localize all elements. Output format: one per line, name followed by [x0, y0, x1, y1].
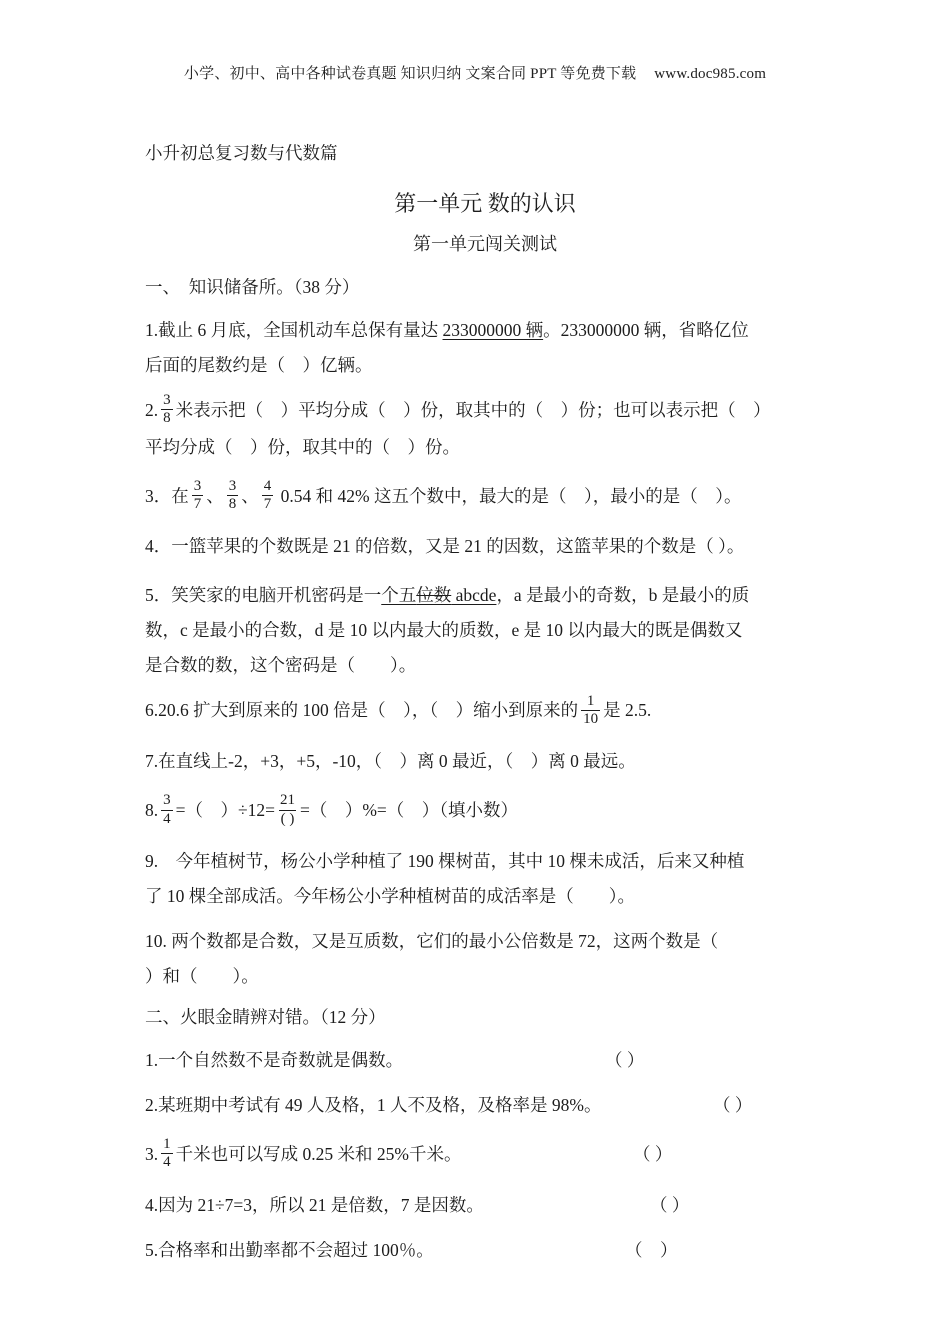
- header-url: www.doc985.com: [654, 66, 767, 82]
- q5-u-post: abcde: [451, 585, 497, 606]
- s1-question-5: [145, 578, 825, 683]
- q3-post: 0.54 和 42% 这五个数中，最大的是（ ），最小的是（ ）。: [276, 485, 742, 506]
- s1-question-2: [145, 393, 825, 465]
- test-title: 第一单元闯关测试: [413, 234, 557, 254]
- q10-line1: 10. 两个数都是合数，又是互质数，它们的最小公倍数是 72，这两个数是（: [145, 930, 719, 951]
- q1-line2: 后面的尾数约是（ ）亿辆。: [145, 355, 373, 375]
- site-header: [0, 62, 950, 83]
- q5-underlined: [381, 585, 496, 605]
- q9-line1: 9. 今年植树节，杨公小学种植了 190 棵树苗，其中 10 棵未成活，后来又种植: [145, 850, 745, 871]
- header-text: 小学、初中、高中各种试卷真题 知识归纳 文案合同 PPT 等免费下载: [183, 66, 637, 82]
- q8-mid2: =（ ）%=（ ）（填小数）: [299, 800, 519, 821]
- s1-question-1: [145, 313, 825, 383]
- s1-question-10: [145, 924, 825, 994]
- q9-line2: 了 10 棵全部成活。今年杨公小学种植树苗的成活率是（ ）。: [145, 885, 635, 906]
- s2q5-text: 5.合格率和出勤率都不会超过 100％。: [145, 1239, 434, 1260]
- fraction-3-8: $\frac{3}{8}$: [228, 477, 237, 513]
- q5-post: ，a 是最小的奇数，b 是最小的质: [496, 585, 750, 606]
- q8-mid1: =（ ）÷12=: [175, 800, 275, 821]
- s2q5-answer-blank: （ ）: [625, 1239, 678, 1260]
- s2q4-answer-blank: （ ）: [650, 1194, 690, 1215]
- s2q3-number: 3.: [145, 1143, 159, 1164]
- q5-pre: 5．笑笑家的电脑开机密码是一: [145, 585, 382, 606]
- q2-line2: 平均分成（ ）份，取其中的（ ）份。: [145, 436, 460, 457]
- q1-post: 。233000000 辆，省略亿位: [543, 320, 749, 340]
- q5-line2: 数，c 是最小的合数，d 是 10 以内最大的质数，e 是 10 以内最大的既是偶数又: [145, 620, 743, 641]
- s2-question-2: [145, 1088, 825, 1123]
- q5-struck-text: 位数: [416, 585, 452, 606]
- fraction-4-7: $\frac{4}{7}$: [263, 477, 272, 513]
- q10-line2: ）和（ ）。: [145, 965, 259, 986]
- q3-pre: 3．在: [145, 485, 189, 506]
- q2-number: 2.: [145, 400, 159, 420]
- s2-question-4: [145, 1188, 825, 1223]
- s1-question-3: [145, 479, 825, 516]
- s2-question-1: [145, 1043, 825, 1078]
- q2-text: 米表示把（ ）平均分成（ ）份，取其中的（ ）份；也可以表示把（ ）: [175, 400, 771, 420]
- s1-question-8: [145, 793, 825, 830]
- fraction-1-10: $\frac{1}{10}$: [583, 692, 599, 727]
- document-content: [145, 140, 825, 1278]
- s2q3-answer-blank: （ ）: [633, 1143, 673, 1164]
- s1-question-4: 4．一篮苹果的个数既是 21 的倍数，又是 21 的因数，这篮苹果的个数是（ ）。: [145, 536, 745, 557]
- section2-heading: 二、火眼金睛辨对错。（12 分）: [145, 1006, 386, 1027]
- q3-separator: 、: [206, 485, 224, 506]
- s2q4-text: 4.因为 21÷7=3，所以 21 是倍数，7 是因数。: [145, 1194, 484, 1215]
- q5-u-pre: 个五: [381, 585, 417, 606]
- s2q2-answer-blank: （ ）: [713, 1094, 753, 1115]
- q8-number: 8.: [145, 800, 159, 821]
- s2-question-5: [145, 1233, 825, 1268]
- fraction-1-4: $\frac{1}{4}$: [163, 1136, 171, 1171]
- fraction-21-blank: $\frac{21}{( )}$: [279, 792, 295, 827]
- doc-title: 小升初总复习数与代数篇: [145, 143, 338, 163]
- s2q2-text: 2.某班期中考试有 49 人及格，1 人不及格，及格率是 98%。: [145, 1094, 602, 1115]
- unit-title: 第一单元 数的认识: [394, 191, 576, 216]
- s2q1-text: 1.一个自然数不是奇数就是偶数。: [145, 1049, 404, 1070]
- q1-underlined-value: 233000000 辆: [442, 320, 544, 340]
- s2-question-3: [145, 1137, 825, 1174]
- q1-pre: 1.截止 6 月底，全国机动车总保有量达: [145, 320, 443, 340]
- s2q1-answer-blank: （ ）: [605, 1049, 645, 1070]
- q3-separator: 、: [241, 485, 259, 506]
- s2q3-text: 千米也可以写成 0.25 米和 25%千米。: [175, 1143, 462, 1164]
- section1-heading: 一、 知识储备所。（38 分）: [145, 277, 360, 297]
- s1-question-7: 7.在直线上-2，+3，+5，-10，（ ）离 0 最近，（ ）离 0 最远。: [145, 751, 636, 772]
- q6-pre: 6.20.6 扩大到原来的 100 倍是（ ），（ ）缩小到原来的: [145, 700, 579, 721]
- s1-question-6: [145, 693, 825, 730]
- q5-line3: 是合数的数，这个密码是（ ）。: [145, 655, 417, 676]
- fraction-3-7: $\frac{3}{7}$: [193, 477, 202, 513]
- fraction-3-4: $\frac{3}{4}$: [163, 792, 171, 827]
- q6-post: 是 2.5.: [603, 700, 652, 721]
- fraction-3-8: $\frac{3}{8}$: [163, 392, 171, 427]
- s1-question-9: [145, 844, 825, 914]
